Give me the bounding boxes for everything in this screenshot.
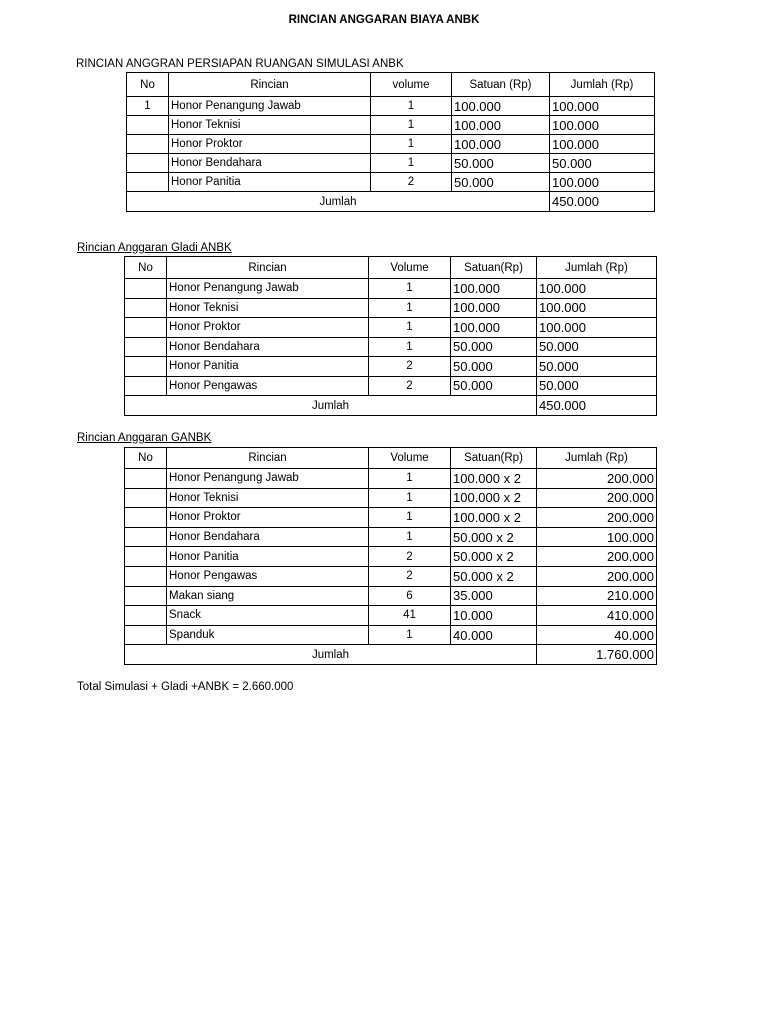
table-header-row <box>125 448 657 469</box>
cell-rincian: Honor Teknisi <box>169 116 371 135</box>
cell-rincian: Honor Penangung Jawab <box>167 469 369 489</box>
cell-rincian: Honor Penangung Jawab <box>167 279 369 299</box>
total-row <box>127 192 655 212</box>
cell-jumlah: 100.000 <box>537 298 657 318</box>
cell-satuan: 100.000 x 2 <box>451 488 537 508</box>
cell-no <box>125 279 167 299</box>
cell-satuan: 100.000 x 2 <box>451 508 537 528</box>
total-value: 450.000 <box>550 192 655 212</box>
cell-rincian: Honor Bendahara <box>169 154 371 173</box>
table-header-row <box>125 257 657 279</box>
cell-no <box>127 173 169 192</box>
table-row <box>125 376 657 396</box>
cell-volume: 1 <box>369 508 451 528</box>
header-satuan: Satuan(Rp) <box>451 257 537 279</box>
cell-satuan: 50.000 <box>452 154 550 173</box>
cell-jumlah: 40.000 <box>537 625 657 645</box>
cell-volume: 1 <box>369 469 451 489</box>
table-row <box>125 527 657 547</box>
section-ganbk-caption: Rincian Anggaran GANBK <box>77 432 212 444</box>
cell-jumlah: 100.000 <box>537 318 657 338</box>
cell-no <box>125 527 167 547</box>
table-row <box>127 116 655 135</box>
table-simulasi <box>126 72 655 212</box>
cell-volume: 1 <box>371 97 452 116</box>
cell-volume: 1 <box>371 154 452 173</box>
cell-rincian: Honor Panitia <box>167 547 369 567</box>
table-row <box>125 469 657 489</box>
section-simulasi-caption: RINCIAN ANGGRAN PERSIAPAN RUANGAN SIMULASI ANBK <box>76 58 404 70</box>
cell-satuan: 100.000 <box>451 279 537 299</box>
cell-satuan: 100.000 <box>451 318 537 338</box>
total-row <box>125 396 657 416</box>
cell-jumlah: 100.000 <box>550 173 655 192</box>
table-row <box>125 547 657 567</box>
header-jumlah: Jumlah (Rp) <box>550 73 655 97</box>
header-jumlah: Jumlah (Rp) <box>537 448 657 469</box>
table-row <box>125 357 657 377</box>
cell-no <box>127 135 169 154</box>
header-rincian: Rincian <box>167 257 369 279</box>
table-row <box>125 279 657 299</box>
cell-jumlah: 100.000 <box>550 116 655 135</box>
cell-volume: 1 <box>369 318 451 338</box>
cell-no <box>127 154 169 173</box>
cell-volume: 1 <box>369 279 451 299</box>
cell-satuan: 40.000 <box>451 625 537 645</box>
cell-no <box>125 376 167 396</box>
cell-rincian: Makan siang <box>167 586 369 606</box>
header-no: No <box>125 257 167 279</box>
cell-jumlah: 200.000 <box>537 469 657 489</box>
cell-no <box>125 566 167 586</box>
table-row <box>127 154 655 173</box>
total-row <box>125 645 657 665</box>
cell-rincian: Honor Pengawas <box>167 566 369 586</box>
table-ganbk <box>124 447 657 665</box>
total-label: Jumlah <box>125 645 537 665</box>
table-row <box>125 508 657 528</box>
cell-rincian: Honor Panitia <box>169 173 371 192</box>
cell-volume: 1 <box>369 298 451 318</box>
table-header-row <box>127 73 655 97</box>
cell-no <box>125 606 167 626</box>
cell-satuan: 50.000 x 2 <box>451 547 537 567</box>
header-rincian: Rincian <box>167 448 369 469</box>
cell-jumlah: 200.000 <box>537 547 657 567</box>
header-satuan: Satuan(Rp) <box>451 448 537 469</box>
cell-jumlah: 100.000 <box>537 279 657 299</box>
cell-no <box>125 337 167 357</box>
table-row <box>125 488 657 508</box>
cell-volume: 1 <box>369 488 451 508</box>
cell-satuan: 10.000 <box>451 606 537 626</box>
cell-no <box>125 586 167 606</box>
header-volume: Volume <box>369 257 451 279</box>
document-title: RINCIAN ANGGARAN BIAYA ANBK <box>288 14 480 26</box>
table-row <box>127 97 655 116</box>
cell-no <box>125 488 167 508</box>
cell-volume: 1 <box>369 527 451 547</box>
cell-rincian: Honor Pengawas <box>167 376 369 396</box>
cell-rincian: Snack <box>167 606 369 626</box>
cell-jumlah: 200.000 <box>537 488 657 508</box>
cell-jumlah: 50.000 <box>537 357 657 377</box>
cell-rincian: Honor Penangung Jawab <box>169 97 371 116</box>
cell-satuan: 100.000 <box>451 298 537 318</box>
cell-rincian: Honor Bendahara <box>167 337 369 357</box>
cell-rincian: Honor Teknisi <box>167 298 369 318</box>
cell-rincian: Honor Proktor <box>167 508 369 528</box>
cell-volume: 6 <box>369 586 451 606</box>
table-row <box>125 586 657 606</box>
cell-jumlah: 200.000 <box>537 508 657 528</box>
cell-no <box>125 298 167 318</box>
table-row <box>127 173 655 192</box>
cell-volume: 2 <box>369 566 451 586</box>
header-jumlah: Jumlah (Rp) <box>537 257 657 279</box>
cell-jumlah: 410.000 <box>537 606 657 626</box>
header-rincian: Rincian <box>169 73 371 97</box>
cell-rincian: Honor Panitia <box>167 357 369 377</box>
cell-no <box>125 318 167 338</box>
cell-jumlah: 50.000 <box>537 376 657 396</box>
cell-no <box>125 469 167 489</box>
cell-jumlah: 100.000 <box>550 135 655 154</box>
cell-satuan: 100.000 x 2 <box>451 469 537 489</box>
cell-jumlah: 100.000 <box>550 97 655 116</box>
cell-satuan: 100.000 <box>452 97 550 116</box>
cell-volume: 2 <box>369 357 451 377</box>
cell-volume: 1 <box>371 116 452 135</box>
section-gladi-caption: Rincian Anggaran Gladi ANBK <box>77 242 232 254</box>
cell-jumlah: 100.000 <box>537 527 657 547</box>
cell-satuan: 50.000 <box>451 357 537 377</box>
cell-volume: 1 <box>369 625 451 645</box>
cell-satuan: 50.000 x 2 <box>451 527 537 547</box>
cell-rincian: Honor Proktor <box>169 135 371 154</box>
cell-satuan: 100.000 <box>452 116 550 135</box>
header-volume: volume <box>371 73 452 97</box>
cell-no: 1 <box>127 97 169 116</box>
cell-volume: 41 <box>369 606 451 626</box>
cell-satuan: 50.000 <box>452 173 550 192</box>
cell-volume: 1 <box>369 337 451 357</box>
cell-rincian: Honor Bendahara <box>167 527 369 547</box>
cell-satuan: 35.000 <box>451 586 537 606</box>
header-no: No <box>125 448 167 469</box>
cell-satuan: 50.000 <box>451 337 537 357</box>
cell-jumlah: 50.000 <box>537 337 657 357</box>
cell-jumlah: 210.000 <box>537 586 657 606</box>
cell-volume: 1 <box>371 135 452 154</box>
table-row <box>125 625 657 645</box>
cell-no <box>125 547 167 567</box>
table-row <box>125 298 657 318</box>
cell-satuan: 50.000 <box>451 376 537 396</box>
cell-satuan: 100.000 <box>452 135 550 154</box>
cell-satuan: 50.000 x 2 <box>451 566 537 586</box>
cell-jumlah: 200.000 <box>537 566 657 586</box>
cell-rincian: Honor Teknisi <box>167 488 369 508</box>
total-value: 1.760.000 <box>537 645 657 665</box>
total-value: 450.000 <box>537 396 657 416</box>
cell-volume: 2 <box>369 376 451 396</box>
table-row <box>125 566 657 586</box>
header-satuan: Satuan (Rp) <box>452 73 550 97</box>
total-label: Jumlah <box>125 396 537 416</box>
cell-volume: 2 <box>369 547 451 567</box>
header-no: No <box>127 73 169 97</box>
cell-rincian: Honor Proktor <box>167 318 369 338</box>
table-gladi <box>124 256 657 416</box>
cell-no <box>125 508 167 528</box>
table-row <box>125 337 657 357</box>
cell-no <box>125 357 167 377</box>
grand-total: Total Simulasi + Gladi +ANBK = 2.660.000 <box>77 681 294 693</box>
table-row <box>127 135 655 154</box>
cell-no <box>127 116 169 135</box>
cell-jumlah: 50.000 <box>550 154 655 173</box>
header-volume: Volume <box>369 448 451 469</box>
cell-rincian: Spanduk <box>167 625 369 645</box>
table-row <box>125 606 657 626</box>
cell-no <box>125 625 167 645</box>
cell-volume: 2 <box>371 173 452 192</box>
total-label: Jumlah <box>127 192 550 212</box>
table-row <box>125 318 657 338</box>
